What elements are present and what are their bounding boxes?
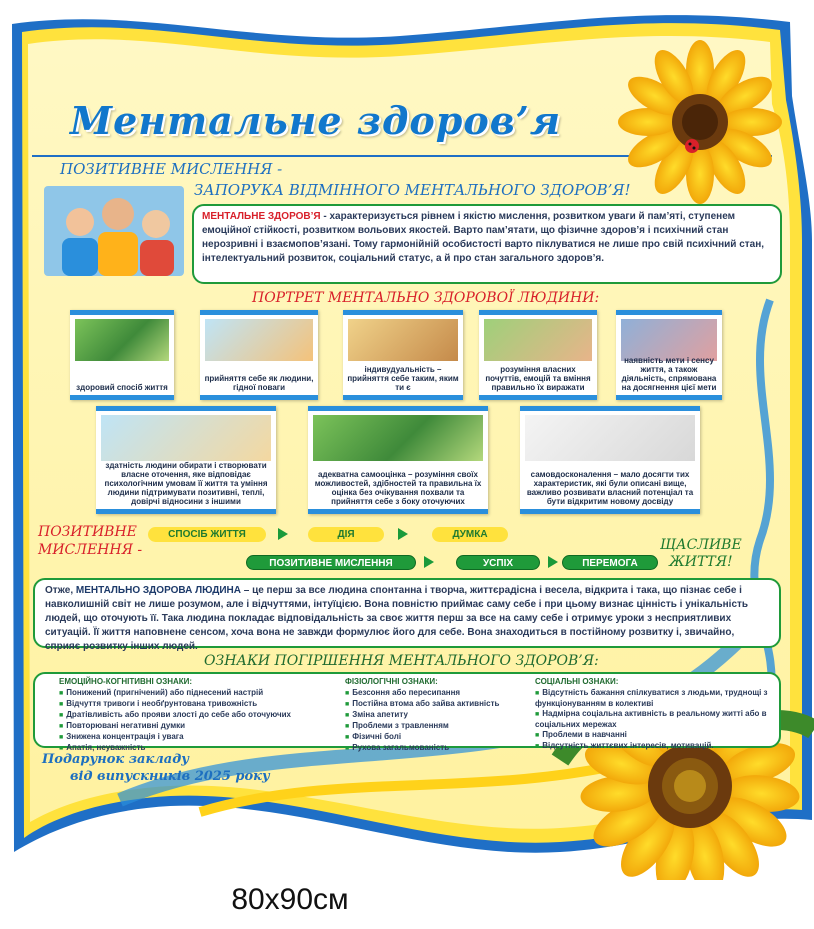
sign-item: ■ Відчуття тривоги і необґрунтована тривожність [59,699,349,710]
portrait-heading: ПОРТРЕТ МЕНТАЛЬНО ЗДОРОВОЇ ЛЮДИНИ: [252,290,600,306]
card-caption: розуміння власних почуттів, емоцій та вміння правильно їх виражати [485,365,591,392]
page-title: Ментальне здоров’я [70,98,562,143]
gift-note [42,751,270,785]
sign-item: ■ Рухова загальмованість [345,743,525,754]
flow-step-way-of-life: СПОСІБ ЖИТТЯ [148,527,266,542]
flow-step-thought: ДУМКА [432,527,508,542]
signs-column-title: ЕМОЦІЙНО-КОГНІТИВНІ ОЗНАКИ: [59,677,193,686]
happy-life [660,537,742,571]
arrow-right-icon [398,528,408,540]
flow-label-line2: МИСЛЕННЯ - [38,542,143,558]
sign-item: ■ Відсутність бажання спілкуватися з людьми, труднощі з функціонуванням в колективі [535,688,775,709]
sign-item: ■ Дратівливість або прояви злості до себе або оточуючих [59,710,349,721]
portrait-card [479,310,597,400]
signs-box [33,672,781,752]
signs-column-title: ФІЗІОЛОГІЧНІ ОЗНАКИ: [345,677,438,686]
intro-text: - характеризується рівнем і якістю мислення, розвитком уваги й пам’яті, ступенем емоційної стійкості, розвитком вольових якостей. Варто пам’ятати, що фізичне здоров’я і психічний стан нерозривні і взаємопов’язані. Тому гармонійній особистості варто піклуватися не лише про свій психічний стан, інтелектуальний розвиток, соціальний статус, а й про стан загального здоров’я. [202,211,765,264]
sign-item: ■ Повторювані негативні думки [59,721,349,732]
card-caption: здоровий спосіб життя [76,383,168,392]
children-photo [44,186,184,276]
conclusion-box [33,578,781,652]
card-photo [525,415,695,461]
portrait-card [308,406,488,514]
signs-column-title: СОЦІАЛЬНІ ОЗНАКИ: [535,677,619,686]
sign-item: ■ Знижена концентрація і увага [59,732,349,743]
sign-item: ■ Апатія, неуважність [59,743,349,754]
portrait-card [200,310,318,400]
conclusion-text: – це перш за все людина спонтанна і творча, життєрадісна і весела, відкрита і така, що пізнає себе і навколишній світ не лише розумом, але і відчуттями, інтуїцією. Вона повністю приймає саму себе і при цьому визнає цінність і унікальність людей, що оточують її. Така людина покладає відповідальність за своє життя перш за все на саму себе і отримує уроки з несприятливих ситуацій. Її життя наповнене сенсом, хоча вона не завжди формулює його для себе. Вона знаходиться в постійному розвитку і, звичайно, сприяє розвитку інших людей. [45,585,749,652]
card-photo [313,415,483,461]
card-photo [205,319,313,361]
gift-line2: від випускників 2025 року [70,769,270,784]
flow-step-positive-thinking: ПОЗИТИВНЕ МИСЛЕННЯ [246,555,416,570]
portrait-card [520,406,700,514]
flow-step-victory: ПЕРЕМОГА [562,555,658,570]
portrait-card [96,406,276,514]
card-caption: прийняття себе як людини, гідної поваги [204,374,314,392]
sign-item: ■ Безсоння або пересипання [345,688,525,699]
flow-label-line1: ПОЗИТИВНЕ [38,524,137,540]
portrait-card [616,310,722,400]
subtitle-line2: ЗАПОРУКА ВІДМІННОГО МЕНТАЛЬНОГО ЗДОРОВ’Я! [194,181,631,199]
card-photo [101,415,271,461]
happy-line1: ЩАСЛИВЕ [660,537,742,553]
card-caption: здатність людини обирати і створювати власне оточення, яке відповідає психологічним умовам її життя та уміння людини підтримувати позитивні, теплі, довірчі відносини з іншими [104,461,268,506]
arrow-right-icon [278,528,288,540]
signs-column-physiological [345,677,525,754]
conclusion-prefix: Отже, [45,585,76,596]
intro-box [192,204,782,284]
signs-heading: ОЗНАКИ ПОГІРШЕННЯ МЕНТАЛЬНОГО ЗДОРОВ’Я: [204,653,599,669]
signs-column-social [535,677,775,752]
portrait-card [343,310,463,400]
intro-term: МЕНТАЛЬНЕ ЗДОРОВ’Я [202,211,321,222]
card-caption: індивудуальність – прийняття себе таким, яким ти є [347,365,459,392]
conclusion-term: МЕНТАЛЬНО ЗДОРОВА ЛЮДИНА [75,585,241,596]
signs-column-emotional [59,677,349,754]
arrow-right-icon [548,556,558,568]
card-photo [484,319,592,361]
card-caption: наявність мети і сенсу життя, а також діяльність, спрямована на досягнення цієї мети [621,356,717,392]
sign-item: ■ Понижений (пригнічений) або піднесений настрій [59,688,349,699]
flow-step-success: УСПІХ [456,555,540,570]
sign-item: ■ Відсутність життєвих інтересів, мотивацій. [535,741,775,752]
card-photo [348,319,458,361]
size-label: 80x90см [231,883,349,916]
sign-item: ■ Постійна втома або зайва активність [345,699,525,710]
sign-item: ■ Надмірна соціальна активність в реальному житті або в соціальних мережах [535,709,775,730]
card-photo [75,319,169,361]
sign-item: ■ Фізичні болі [345,732,525,743]
subtitle-line1: ПОЗИТИВНЕ МИСЛЕННЯ - [60,160,283,178]
card-caption: адекватна самооцінка – розуміння своїх можливостей, здібностей та правильна їх оцінка без очікування похвали та прийняття себе з боку оточуючих [314,470,482,506]
arrow-right-icon [424,556,434,568]
sign-item: ■ Проблеми з травленням [345,721,525,732]
card-caption: самовдосконалення – мало досягти тих характеристик, які були описані вище, важливо розвивати власний потенціал та бути відкритим новому досвіду [526,470,694,506]
flow-label [38,523,142,559]
flow-step-action: ДІЯ [308,527,384,542]
card-photo [621,319,717,361]
portrait-card [70,310,174,400]
sign-item: ■ Зміна апетиту [345,710,525,721]
happy-line2: ЖИТТЯ! [669,554,733,570]
gift-line1: Подарунок закладу [42,752,190,767]
sign-item: ■ Проблеми в навчанні [535,730,775,741]
